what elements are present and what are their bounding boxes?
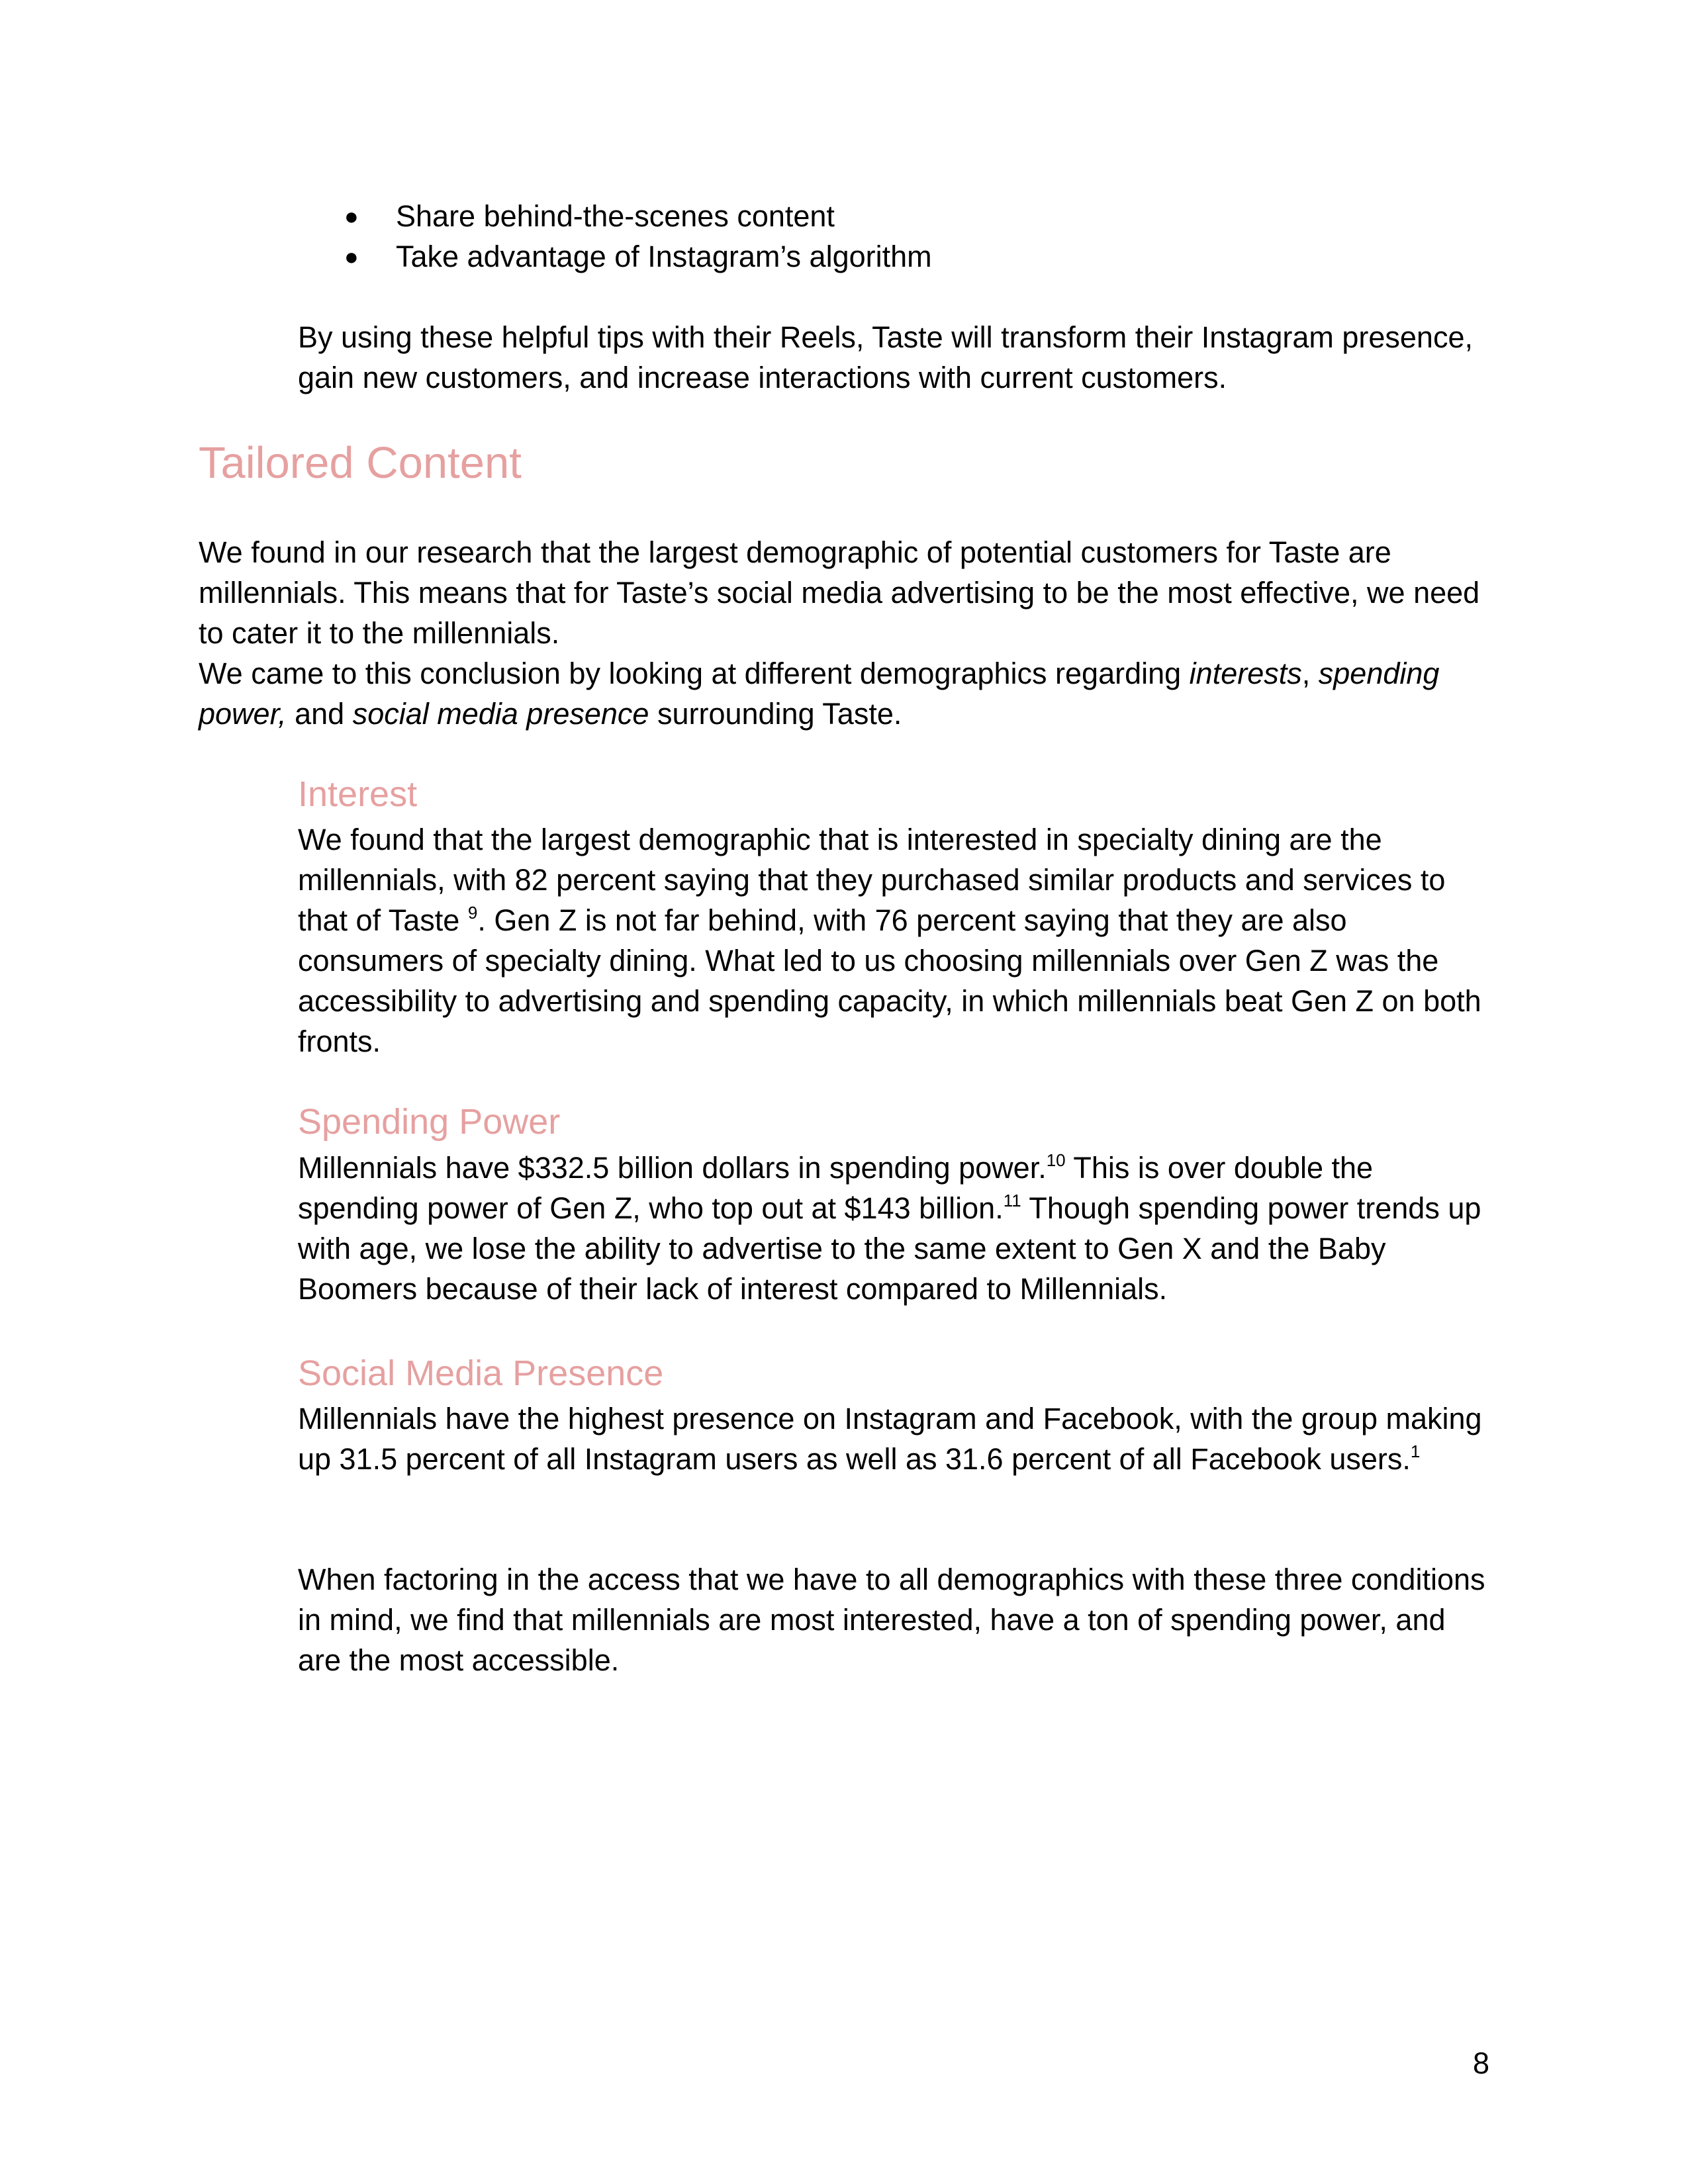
emphasis-text: spending power, xyxy=(199,657,1440,731)
conclusion-paragraph: When factoring in the access that we have to all demographics with these three conditions in mind, we find that millennials are most interested, have a ton of spending power, and are the most accessible. xyxy=(298,1563,1485,1677)
section-paragraph: We found in our research that the largest demographic of potential customers for Taste are millennials. This means that for Taste’s social media advertising to be the most effective, we need to cater it to the millennials. xyxy=(199,535,1480,650)
text-run: surrounding Taste. xyxy=(649,697,902,731)
text-run: Millennials have $332.5 billion dollars in spending power. xyxy=(298,1151,1047,1185)
text-run: . Gen Z is not far behind, with 76 percent saying that they are also consumers of specialty dining. What led to us choosing millennials over Gen Z was the accessibility to advertising and spending capacity, in which millennials beat Gen Z on both fronts. xyxy=(298,903,1481,1058)
bullet-icon: ● xyxy=(344,243,359,270)
footnote-ref: 10 xyxy=(1046,1150,1066,1170)
social-paragraph xyxy=(298,1398,1489,1479)
intro-paragraph: By using these helpful tips with their Reels, Taste will transform their Instagram presence, gain new customers, and increase interactions with current customers. xyxy=(298,320,1473,394)
page-number: 8 xyxy=(1472,2046,1489,2080)
text-run: Millennials have the highest presence on Instagram and Facebook, with the group making up 31.5 percent of all Instagram users as well as 31.6 percent of all Facebook users. xyxy=(298,1402,1482,1476)
text-run: This is over double the spending power of Gen Z, who top out at $143 billion. xyxy=(298,1151,1374,1225)
interest-paragraph xyxy=(298,819,1489,1062)
section-paragraph-2 xyxy=(199,653,1489,734)
spending-heading: Spending Power xyxy=(298,1102,561,1142)
bullet-icon: ● xyxy=(344,203,359,230)
list-item xyxy=(344,196,932,236)
text-run: We came to this conclusion by looking at different demographics regarding xyxy=(199,657,1190,690)
footnote-ref: 11 xyxy=(1003,1191,1021,1210)
social-heading: Social Media Presence xyxy=(298,1353,664,1393)
emphasis-text: interests xyxy=(1189,657,1302,690)
section-heading: Tailored Content xyxy=(199,438,522,488)
bullet-text: Take advantage of Instagram’s algorithm xyxy=(396,240,932,273)
bullet-text: Share behind-the-scenes content xyxy=(396,199,835,233)
text-run: We found that the largest demographic that is interested in specialty dining are the millennials, with 82 percent saying that they purchased similar products and services to that of Taste xyxy=(298,823,1446,937)
footnote-ref: 9 xyxy=(467,903,478,923)
list-item xyxy=(344,236,932,277)
spending-paragraph xyxy=(298,1148,1489,1309)
footnote-ref: 1 xyxy=(1410,1441,1421,1461)
bullet-list xyxy=(344,196,932,277)
text-run: , xyxy=(1301,657,1319,690)
text-run: and xyxy=(286,697,353,731)
interest-heading: Interest xyxy=(298,774,418,814)
emphasis-text: social media presence xyxy=(352,697,649,731)
text-run: Though spending power trends up with age, we lose the ability to advertise to the same extent to Gen X and the Baby Boomers because of their lack of interest compared to Millennials. xyxy=(298,1191,1481,1306)
